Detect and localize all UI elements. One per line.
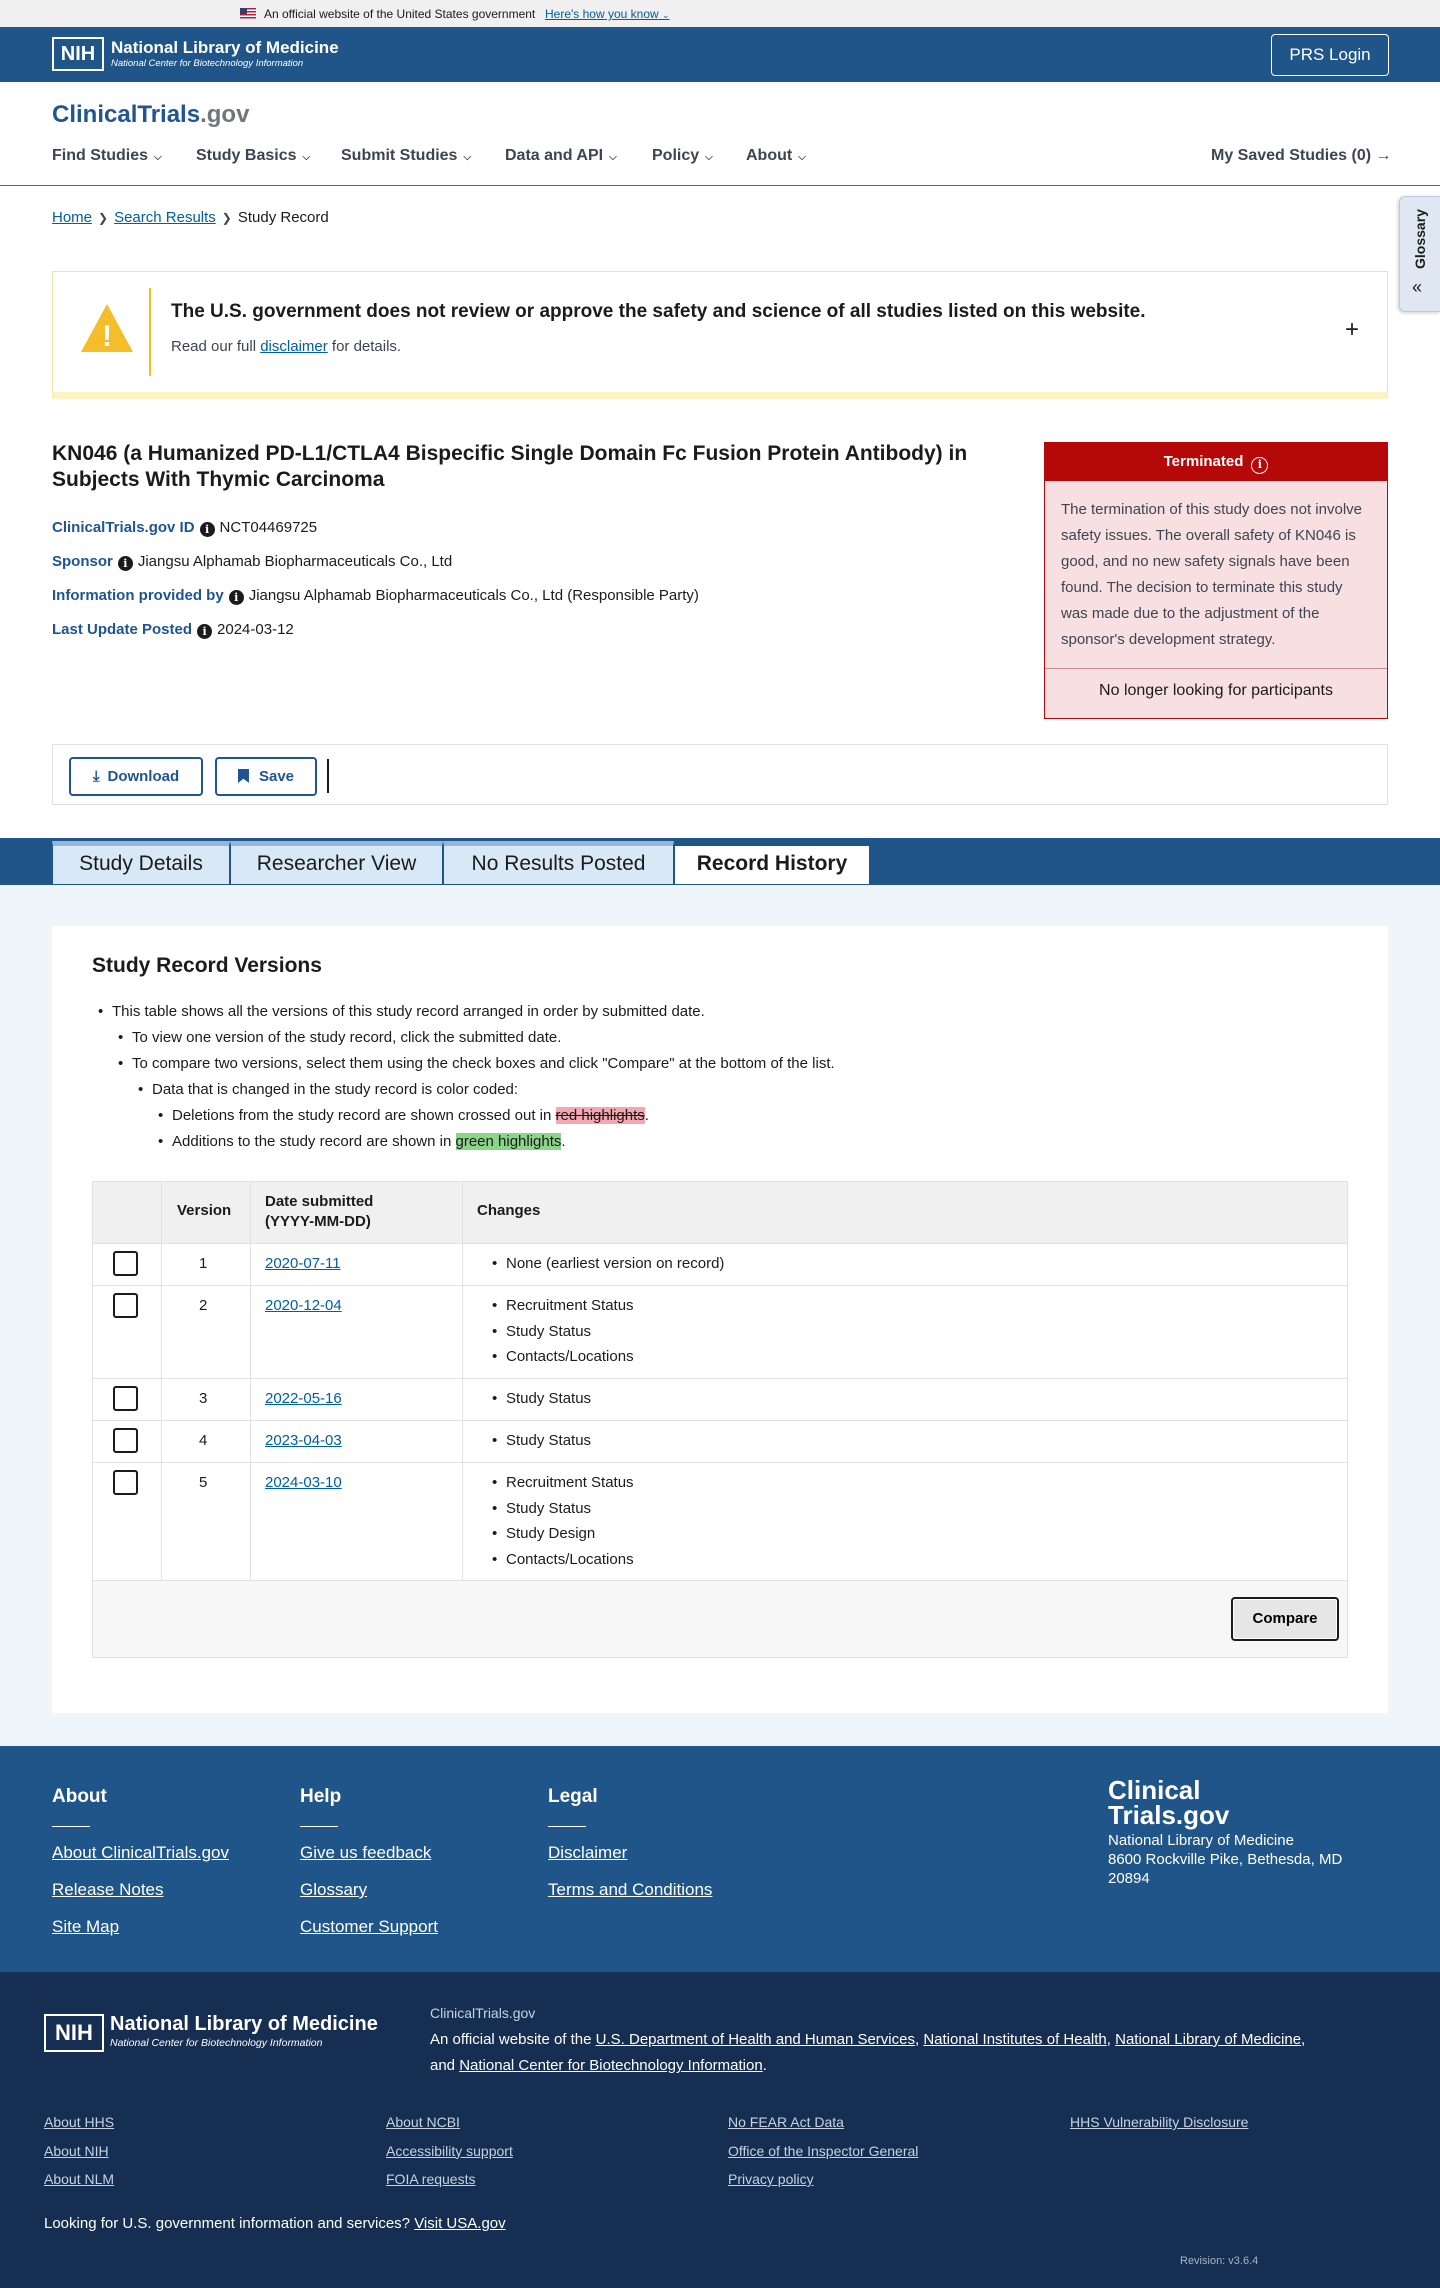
col-date-line1: Date submitted bbox=[265, 1193, 374, 1210]
info-provided-row bbox=[52, 587, 699, 605]
gov-banner bbox=[0, 0, 1440, 27]
col-date-line2: (YYYY-MM-DD) bbox=[265, 1213, 371, 1230]
column-divider bbox=[462, 1182, 463, 1581]
change-item: • Contacts/Locations bbox=[506, 1547, 634, 1573]
info-icon[interactable]: i bbox=[118, 556, 133, 571]
disclaimer-alert bbox=[52, 271, 1388, 399]
table-footer-row bbox=[93, 1581, 1347, 1657]
footer-link-site-map[interactable]: Site Map bbox=[52, 1917, 120, 1936]
hhs-link[interactable]: U.S. Department of Health and Human Services bbox=[595, 2031, 915, 2048]
versions-heading: Study Record Versions bbox=[92, 954, 322, 977]
chevron-down-icon: ⌄ bbox=[662, 10, 670, 20]
nav-policy[interactable] bbox=[652, 147, 713, 165]
double-chevron-left-icon: « bbox=[1412, 277, 1423, 297]
footer-link-about-ct[interactable]: About ClinicalTrials.gov bbox=[52, 1843, 229, 1862]
table-row bbox=[93, 1421, 1347, 1463]
heading-underline bbox=[300, 1826, 338, 1827]
chevron-down-icon: ⌵ bbox=[705, 152, 713, 163]
version-checkbox[interactable] bbox=[113, 1386, 138, 1411]
change-item: • Study Status bbox=[506, 1496, 634, 1522]
col-date bbox=[265, 1192, 373, 1232]
agency-links-1 bbox=[44, 2108, 114, 2194]
red-highlight-sample: red highlights bbox=[555, 1107, 645, 1124]
change-item: • None (earliest version on record) bbox=[506, 1251, 724, 1277]
col-changes: Changes bbox=[477, 1202, 541, 1219]
nih-link[interactable]: National Institutes of Health bbox=[923, 2031, 1107, 2048]
chevron-down-icon: ⌵ bbox=[302, 152, 311, 163]
column-divider bbox=[161, 1182, 162, 1581]
nav-submit-studies[interactable] bbox=[341, 147, 471, 165]
change-item: • Study Status bbox=[506, 1386, 591, 1412]
prs-login-button[interactable]: PRS Login bbox=[1271, 34, 1389, 76]
nav-label: Find Studies bbox=[52, 147, 148, 164]
agency-footer bbox=[0, 1972, 1440, 2288]
and-text: and bbox=[430, 2057, 460, 2074]
last-update-value: 2024-03-12 bbox=[217, 621, 294, 638]
changes-list bbox=[506, 1386, 591, 1412]
footer-logo-line2: Trials.gov bbox=[1108, 1800, 1230, 1830]
chevron-right-icon: ❯ bbox=[221, 211, 232, 225]
study-id-value: NCT04469725 bbox=[219, 519, 318, 536]
version-date-link[interactable]: 2020-12-04 bbox=[265, 1297, 342, 1314]
info-icon[interactable]: i bbox=[229, 590, 244, 605]
chevron-down-icon: ⌵ bbox=[798, 152, 806, 163]
breadcrumb-current: Study Record bbox=[237, 209, 329, 226]
breadcrumb-home[interactable]: Home bbox=[52, 209, 93, 226]
download-label: Download bbox=[107, 768, 180, 785]
list-item: • This table shows all the versions of this study record arranged in order by submitted date. bbox=[112, 1003, 705, 1020]
official-website-text: An official website of the U.S. Department of Health and Human Services, National Institutes of Health, National Library of Medicine, and National Center for Biotechnology Information. bbox=[430, 2031, 1306, 2074]
save-button[interactable] bbox=[215, 757, 317, 796]
version-checkbox[interactable] bbox=[113, 1428, 138, 1453]
expand-plus-icon[interactable]: + bbox=[1345, 316, 1360, 343]
tab-no-results-posted[interactable]: No Results Posted bbox=[443, 841, 674, 885]
heading-underline bbox=[52, 1826, 90, 1827]
address-line: National Library of Medicine bbox=[1108, 1832, 1294, 1849]
footer-link-feedback[interactable]: Give us feedback bbox=[300, 1843, 432, 1862]
version-number: 2 bbox=[199, 1297, 208, 1314]
column-divider bbox=[250, 1182, 251, 1581]
save-label: Save bbox=[258, 768, 295, 785]
footer-link-disclaimer[interactable]: Disclaimer bbox=[548, 1843, 628, 1862]
footer-link-support[interactable]: Customer Support bbox=[300, 1917, 438, 1936]
change-item: • Study Status bbox=[506, 1428, 591, 1454]
change-item: • Study Design bbox=[506, 1521, 634, 1547]
recruitment-status: No longer looking for participants bbox=[1099, 682, 1333, 699]
disclaimer-link[interactable]: disclaimer bbox=[260, 338, 328, 355]
nlm-link[interactable]: National Library of Medicine bbox=[1115, 2031, 1302, 2048]
compare-button[interactable]: Compare bbox=[1231, 1597, 1339, 1641]
nlm-name: National Library of Medicine bbox=[110, 2013, 378, 2035]
nav-label: Policy bbox=[652, 147, 700, 164]
status-header bbox=[1045, 443, 1387, 481]
footer-help-heading: Help bbox=[300, 1786, 342, 1807]
ncbi-subtitle: National Center for Biotechnology Information bbox=[111, 58, 304, 69]
no-fear-link[interactable]: No FEAR Act Data bbox=[728, 2114, 844, 2130]
footer-about-column bbox=[52, 1786, 229, 1954]
download-icon: ⤓ bbox=[92, 768, 100, 785]
agency-links-3 bbox=[728, 2108, 918, 2194]
footer-legal-heading: Legal bbox=[548, 1786, 598, 1807]
table-row bbox=[93, 1379, 1347, 1421]
about-ncbi-link[interactable]: About NCBI bbox=[386, 2114, 460, 2130]
changes-list bbox=[506, 1251, 724, 1277]
gov-banner-text: An official website of the United States government bbox=[264, 7, 536, 21]
footer-logo[interactable] bbox=[1108, 1775, 1230, 1830]
heres-how-label: Here's how you know bbox=[545, 7, 659, 21]
sponsor-value: Jiangsu Alphamab Biopharmaceuticals Co., Ltd bbox=[137, 553, 453, 570]
tab-study-details[interactable]: Study Details bbox=[52, 841, 230, 885]
agency-links-4 bbox=[1070, 2108, 1248, 2137]
deletions-text: Deletions from the study record are shown crossed out in bbox=[172, 1107, 556, 1124]
footer-legal-column bbox=[548, 1786, 712, 1917]
table-row bbox=[93, 1244, 1347, 1286]
nih-logo[interactable]: NIH bbox=[44, 2014, 104, 2052]
site-logo[interactable] bbox=[52, 101, 249, 129]
address-line: 8600 Rockville Pike, Bethesda, MD bbox=[1108, 1851, 1343, 1868]
bookmark-icon bbox=[238, 769, 249, 783]
about-hhs-link[interactable]: About HHS bbox=[44, 2114, 115, 2130]
deletions-end: . bbox=[644, 1107, 649, 1124]
version-checkbox[interactable] bbox=[113, 1293, 138, 1318]
study-id-label: ClinicalTrials.gov ID bbox=[52, 519, 195, 536]
list-item: • Data that is changed in the study record is color coded: bbox=[152, 1081, 518, 1098]
green-highlight-sample: green highlights bbox=[455, 1133, 562, 1150]
nav-find-studies[interactable] bbox=[52, 147, 162, 165]
breadcrumb bbox=[52, 209, 329, 226]
table-row bbox=[93, 1463, 1347, 1581]
ncbi-subtitle: National Center for Biotechnology Information bbox=[110, 2037, 323, 2049]
agency-links-2 bbox=[386, 2108, 513, 2194]
nav-data-and-api[interactable] bbox=[505, 147, 617, 165]
info-provided-label: Information provided by bbox=[52, 587, 224, 604]
usa-pre: Looking for U.S. government information and services? bbox=[44, 2215, 415, 2232]
footer-link-terms[interactable]: Terms and Conditions bbox=[548, 1880, 713, 1899]
about-nih-link[interactable]: About NIH bbox=[44, 2142, 109, 2159]
footer-link-glossary[interactable]: Glossary bbox=[300, 1880, 368, 1899]
version-number: 4 bbox=[199, 1432, 208, 1449]
table-header-row bbox=[93, 1182, 1347, 1244]
nav-divider bbox=[0, 185, 1440, 186]
last-update-row bbox=[52, 621, 294, 639]
info-icon[interactable]: i bbox=[200, 522, 215, 537]
tab-researcher-view[interactable]: Researcher View bbox=[230, 841, 443, 885]
footer-link-release-notes[interactable]: Release Notes bbox=[52, 1880, 164, 1899]
inspector-general-link[interactable]: Office of the Inspector General bbox=[728, 2142, 919, 2159]
version-date-link[interactable]: 2022-05-16 bbox=[265, 1390, 342, 1407]
status-badge: Terminated bbox=[1163, 453, 1244, 470]
version-date-link[interactable]: 2020-07-11 bbox=[265, 1255, 341, 1272]
usa-gov-text bbox=[44, 2215, 506, 2232]
heres-how-you-know-link[interactable] bbox=[545, 7, 670, 21]
version-date-link[interactable]: 2023-04-03 bbox=[265, 1432, 342, 1449]
additions-text: Additions to the study record are shown in bbox=[172, 1133, 456, 1150]
my-saved-studies-link[interactable] bbox=[1211, 147, 1392, 165]
foia-link[interactable]: FOIA requests bbox=[386, 2171, 476, 2187]
usa-gov-link[interactable]: Visit USA.gov bbox=[414, 2215, 506, 2232]
version-number: 5 bbox=[199, 1474, 208, 1491]
alert-divider bbox=[149, 288, 151, 376]
sponsor-label: Sponsor bbox=[52, 553, 113, 570]
official-pre: An official website of the bbox=[430, 2031, 596, 2048]
saved-label: My Saved Studies (0) bbox=[1211, 147, 1372, 164]
tab-record-history[interactable]: Record History bbox=[674, 841, 870, 885]
chevron-right-icon: ❯ bbox=[98, 211, 109, 225]
sponsor-row bbox=[52, 553, 452, 571]
nlm-name: National Library of Medicine bbox=[111, 38, 339, 57]
nav-label: Data and API bbox=[505, 147, 604, 164]
download-button[interactable] bbox=[69, 757, 203, 796]
address-line: 20894 bbox=[1108, 1870, 1150, 1887]
footer-logo-line1: Clinical bbox=[1108, 1775, 1201, 1805]
versions-table bbox=[92, 1181, 1348, 1658]
info-provided-value: Jiangsu Alphamab Biopharmaceuticals Co., Ltd (Responsible Party) bbox=[248, 587, 699, 604]
nav-about[interactable] bbox=[746, 147, 806, 165]
nav-label: Study Basics bbox=[196, 147, 297, 164]
changes-list bbox=[506, 1470, 634, 1572]
us-flag-icon bbox=[240, 8, 256, 19]
status-panel bbox=[1044, 442, 1388, 719]
changes-list bbox=[506, 1428, 591, 1454]
alert-sub-pre: Read our full bbox=[171, 338, 261, 355]
site-logo-suffix: .gov bbox=[200, 101, 250, 128]
version-number: 3 bbox=[199, 1390, 208, 1407]
study-id-row bbox=[52, 519, 317, 537]
change-item: • Contacts/Locations bbox=[506, 1344, 634, 1370]
ncbi-link[interactable]: National Center for Biotechnology Information bbox=[459, 2057, 763, 2074]
additions-end: . bbox=[561, 1133, 566, 1150]
study-title: KN046 (a Humanized PD-L1/CTLA4 Bispecific Single Domain Fc Fusion Protein Antibody) in Subjects With Thymic Carcinoma bbox=[52, 442, 968, 491]
change-item: • Recruitment Status bbox=[506, 1470, 634, 1496]
version-checkbox[interactable] bbox=[113, 1251, 138, 1276]
info-icon[interactable]: i bbox=[1251, 457, 1268, 474]
site-logo-main: ClinicalTrials bbox=[52, 101, 201, 128]
alert-sub-post: for details. bbox=[327, 338, 402, 355]
action-bar bbox=[52, 744, 1388, 805]
action-divider bbox=[327, 759, 329, 793]
breadcrumb-search-results[interactable]: Search Results bbox=[114, 209, 216, 226]
glossary-label: Glossary bbox=[1412, 209, 1428, 269]
privacy-link[interactable]: Privacy policy bbox=[728, 2171, 814, 2187]
col-version: Version bbox=[177, 1202, 232, 1219]
site-footer bbox=[0, 1746, 1440, 1972]
version-number: 1 bbox=[199, 1255, 208, 1272]
revision-text: Revision: v3.6.4 bbox=[1180, 2255, 1259, 2267]
change-item: • Study Status bbox=[506, 1319, 634, 1345]
nav-study-basics[interactable] bbox=[196, 147, 310, 165]
last-update-label: Last Update Posted bbox=[52, 621, 193, 638]
list-item: • To compare two versions, select them using the check boxes and click "Compare" at the bottom of the list. bbox=[132, 1055, 835, 1072]
alert-title: The U.S. government does not review or approve the safety and science of all studies listed on this website. bbox=[171, 301, 1146, 322]
arrow-right-icon: → bbox=[1375, 147, 1392, 164]
chevron-down-icon: ⌵ bbox=[609, 152, 617, 163]
version-checkbox[interactable] bbox=[113, 1470, 138, 1495]
glossary-tab[interactable] bbox=[1399, 196, 1440, 312]
version-date-link[interactable]: 2024-03-10 bbox=[265, 1474, 342, 1491]
list-item bbox=[172, 1133, 566, 1150]
heading-underline bbox=[548, 1826, 586, 1827]
table-row bbox=[93, 1286, 1347, 1379]
warning-icon-mark: ! bbox=[102, 320, 112, 353]
vulnerability-link[interactable]: HHS Vulnerability Disclosure bbox=[1070, 2114, 1249, 2130]
changes-list bbox=[506, 1293, 634, 1370]
footer-site-name: ClinicalTrials.gov bbox=[430, 2005, 536, 2021]
list-item: • To view one version of the study record, click the submitted date. bbox=[132, 1029, 561, 1046]
alert-subtext bbox=[171, 338, 401, 355]
footer-about-heading: About bbox=[52, 1786, 107, 1807]
nav-label: About bbox=[746, 147, 793, 164]
chevron-down-icon: ⌵ bbox=[154, 152, 162, 163]
footer-help-column bbox=[300, 1786, 438, 1954]
status-text: The termination of this study does not involve safety issues. The overall safety of KN046 is good, and no new safety signals have been found. The decision to terminate this study was made due to the adjustment of the sponsor's development strategy. bbox=[1045, 481, 1387, 669]
chevron-down-icon: ⌵ bbox=[463, 152, 472, 163]
accessibility-link[interactable]: Accessibility support bbox=[386, 2142, 513, 2159]
change-item: • Recruitment Status bbox=[506, 1293, 634, 1319]
info-icon[interactable]: i bbox=[197, 624, 212, 639]
footer-address bbox=[1108, 1831, 1342, 1888]
list-item bbox=[172, 1107, 649, 1124]
about-nlm-link[interactable]: About NLM bbox=[44, 2171, 115, 2187]
nih-logo[interactable]: NIH bbox=[52, 37, 104, 71]
nav-label: Submit Studies bbox=[341, 147, 458, 164]
